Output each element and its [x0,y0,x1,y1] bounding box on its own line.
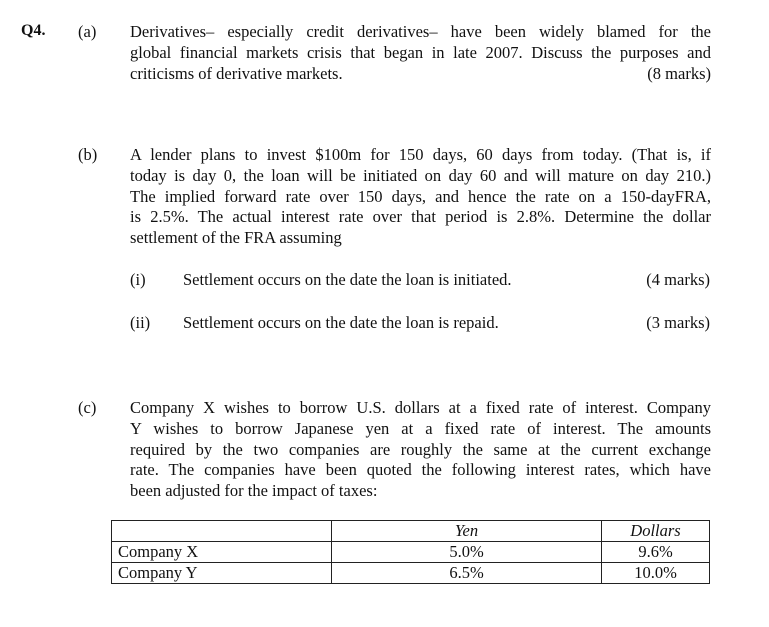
part-c-line: required by the two companies are roughly the same at the current exchange [130,439,711,459]
part-b-line: A lender plans to invest $100m for 150 days, 60 days from today. (That is, if [130,145,711,164]
part-b-paragraph [130,145,711,249]
part-b-sub-i-marks: (4 marks) [646,270,710,289]
part-c-label: (c) [78,398,97,417]
table-cell: 6.5% [332,563,602,584]
part-b-line: is 2.5%. The actual interest rate over that period is 2.8%. Determine the dollar [130,207,711,227]
part-a-paragraph [130,22,711,84]
table-header-cell: Dollars [602,521,710,542]
table-cell: Company X [112,542,332,563]
table-header-cell [112,521,332,542]
part-b-sub-ii-marks: (3 marks) [646,313,710,332]
interest-rate-table [111,520,710,584]
table-cell: 10.0% [602,563,710,584]
table-header-cell: Yen [332,521,602,542]
part-a-last-line [130,64,711,85]
part-b-sub-i-label: (i) [130,270,146,289]
part-b-sub-i-text: Settlement occurs on the date the loan is initiated. [183,270,512,289]
part-a-line: Derivatives– especially credit derivatives– have been widely blamed for the [130,22,711,41]
part-a-label: (a) [78,22,97,41]
part-b-line: today is day 0, the loan will be initiated on day 60 and will mature on day 210.) [130,165,711,185]
part-b-line: The implied forward rate over 150 days, and hence the rate on a 150-dayFRA, [130,186,711,206]
table-cell: Company Y [112,563,332,584]
part-a-line: criticisms of derivative markets. [130,63,343,83]
part-a-marks: (8 marks) [647,63,711,83]
table-header-row [112,521,710,542]
part-b-label: (b) [78,145,98,164]
part-b-sub-ii-label: (ii) [130,313,151,332]
part-c-line: Y wishes to borrow Japanese yen at a fixed rate of interest. The amounts [130,418,711,438]
table-cell: 9.6% [602,542,710,563]
table-cell: 5.0% [332,542,602,563]
part-b-sub-ii-text: Settlement occurs on the date the loan is repaid. [183,313,499,332]
part-c-line: Company X wishes to borrow U.S. dollars at a fixed rate of interest. Company [130,398,711,417]
question-number: Q4. [21,22,46,39]
part-c-line: been adjusted for the impact of taxes: [130,481,378,501]
part-c-paragraph [130,398,711,502]
part-a-line: global financial markets crisis that began in late 2007. Discuss the purposes and [130,42,711,62]
part-c-line: rate. The companies have been quoted the following interest rates, which have [130,460,711,480]
table-row [112,563,710,584]
part-b-line: settlement of the FRA assuming [130,228,342,248]
table-row [112,542,710,563]
